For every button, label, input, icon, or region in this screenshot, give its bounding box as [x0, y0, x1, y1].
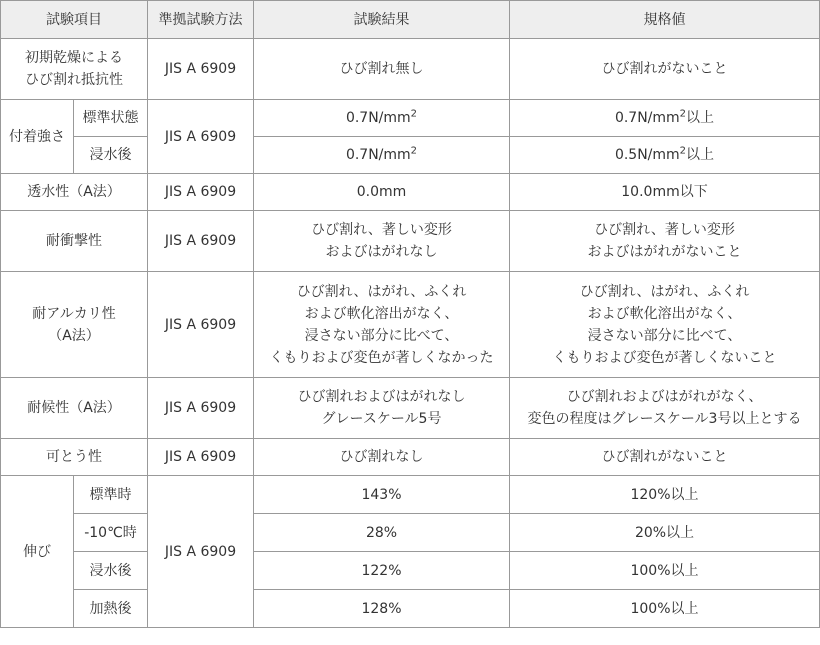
- item-cell: 耐衝撃性: [1, 211, 148, 272]
- table-row: [1, 514, 820, 552]
- header-test-item: 試験項目: [1, 1, 148, 39]
- table-row: [1, 378, 820, 439]
- result-line: グレースケール5号: [321, 411, 442, 427]
- result-cell: 128%: [254, 590, 510, 628]
- standard-line: ひび割れ、はがれ、ふくれ: [579, 283, 750, 300]
- header-test-method: 準拠試験方法: [148, 1, 254, 39]
- result-superscript: 2: [410, 145, 418, 157]
- standard-cell: [510, 272, 820, 378]
- standard-cell: 100%以上: [510, 590, 820, 628]
- method-cell: JIS A 6909: [148, 476, 254, 628]
- standard-line: 浸さない部分に比べて、: [587, 327, 742, 344]
- result-line: くもりおよび変色が著しくなかった: [269, 349, 494, 366]
- result-cell: [254, 100, 510, 137]
- standard-suffix: 以上: [686, 110, 715, 126]
- method-cell: JIS A 6909: [148, 378, 254, 439]
- result-line: ひび割れおよびはがれなし: [297, 389, 466, 405]
- condition-cell: 加熱後: [74, 590, 148, 628]
- standard-cell: 20%以上: [510, 514, 820, 552]
- standard-line: および軟化溶出がなく、: [587, 305, 742, 322]
- standard-cell: ひび割れがないこと: [510, 39, 820, 100]
- header-standard-value: 規格値: [510, 1, 820, 39]
- result-line: および軟化溶出がなく、: [304, 305, 459, 322]
- table-row: [1, 174, 820, 211]
- result-line: およびはがれなし: [325, 244, 438, 260]
- standard-cell: [510, 211, 820, 272]
- condition-cell: 標準時: [74, 476, 148, 514]
- table-row: [1, 100, 820, 137]
- standard-line: およびはがれがないこと: [587, 244, 742, 260]
- table-row: [1, 211, 820, 272]
- result-cell: 143%: [254, 476, 510, 514]
- standard-value: 0.5N/mm: [614, 147, 680, 163]
- item-cell: 可とう性: [1, 439, 148, 476]
- result-cell: 28%: [254, 514, 510, 552]
- result-line: ひび割れ、はがれ、ふくれ: [296, 283, 467, 300]
- result-cell: [254, 137, 510, 174]
- method-cell: JIS A 6909: [148, 439, 254, 476]
- item-cell: [1, 39, 148, 100]
- condition-cell: -10℃時: [74, 514, 148, 552]
- condition-cell: 標準状態: [74, 100, 148, 137]
- item-group-cell: 付着強さ: [1, 100, 74, 174]
- header-test-result: 試験結果: [254, 1, 510, 39]
- table-row: [1, 39, 820, 100]
- standard-cell: 10.0mm以下: [510, 174, 820, 211]
- result-cell: [254, 272, 510, 378]
- standard-line: ひび割れ、著しい変形: [594, 222, 735, 238]
- header-row: [1, 1, 820, 39]
- standard-superscript: 2: [679, 108, 687, 120]
- method-cell: JIS A 6909: [148, 174, 254, 211]
- standard-cell: 100%以上: [510, 552, 820, 590]
- method-cell: JIS A 6909: [148, 39, 254, 100]
- standard-line: 変色の程度はグレースケール3号以上とする: [527, 411, 802, 427]
- result-cell: 0.0mm: [254, 174, 510, 211]
- standard-superscript: 2: [679, 145, 687, 157]
- result-value: 0.7N/mm: [345, 110, 411, 126]
- condition-cell: 浸水後: [74, 552, 148, 590]
- result-line: ひび割れ、著しい変形: [311, 222, 452, 238]
- standard-cell: [510, 100, 820, 137]
- standard-cell: 120%以上: [510, 476, 820, 514]
- table-row: [1, 476, 820, 514]
- method-cell: JIS A 6909: [148, 211, 254, 272]
- item-line: ひび割れ抵抗性: [25, 72, 123, 88]
- standard-line: くもりおよび変色が著しくないこと: [552, 349, 777, 366]
- standard-value: 0.7N/mm: [614, 110, 680, 126]
- method-cell: JIS A 6909: [148, 272, 254, 378]
- item-line: 耐アルカリ性: [32, 305, 116, 322]
- result-cell: ひび割れ無し: [254, 39, 510, 100]
- item-cell: 透水性（A法）: [1, 174, 148, 211]
- method-cell: JIS A 6909: [148, 100, 254, 174]
- standard-suffix: 以上: [686, 147, 715, 163]
- result-cell: [254, 211, 510, 272]
- result-line: 浸さない部分に比べて、: [304, 327, 459, 344]
- item-cell: 耐候性（A法）: [1, 378, 148, 439]
- result-superscript: 2: [410, 108, 418, 120]
- condition-cell: 浸水後: [74, 137, 148, 174]
- result-cell: 122%: [254, 552, 510, 590]
- result-cell: [254, 378, 510, 439]
- item-group-cell: 伸び: [1, 476, 74, 628]
- item-line: 初期乾燥による: [25, 50, 123, 66]
- table-row: [1, 590, 820, 628]
- item-cell: [1, 272, 148, 378]
- result-value: 0.7N/mm: [345, 147, 411, 163]
- standard-cell: [510, 378, 820, 439]
- standard-line: ひび割れおよびはがれがなく、: [566, 389, 763, 405]
- result-cell: ひび割れなし: [254, 439, 510, 476]
- standard-cell: [510, 137, 820, 174]
- table-row: [1, 272, 820, 378]
- table-row: [1, 439, 820, 476]
- table-row: [1, 552, 820, 590]
- table-row: [1, 137, 820, 174]
- item-line: （A法）: [48, 327, 100, 344]
- standard-cell: ひび割れがないこと: [510, 439, 820, 476]
